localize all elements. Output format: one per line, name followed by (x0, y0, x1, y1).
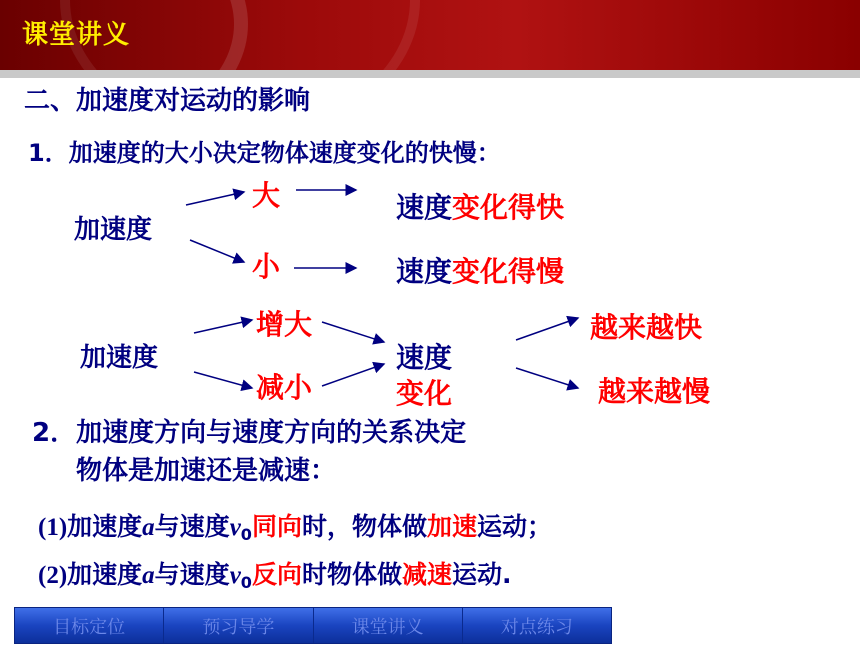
result-prefix: 速度 (396, 255, 453, 288)
item-text: 加速度 (67, 560, 143, 589)
item-number: (1) (38, 514, 68, 541)
result-prefix: 速度 (396, 191, 453, 224)
diagram1-upper-branch: 大 (252, 179, 281, 212)
item-emphasis: 反向 (251, 560, 302, 589)
diagram2-upper-result: 越来越快 (590, 311, 703, 344)
arrow (516, 368, 578, 388)
nav-item-goals[interactable]: 目标定位 (15, 608, 164, 643)
arrow (190, 240, 244, 262)
result-emphasis: 变化得快 (452, 191, 565, 224)
point2-heading-line1: 2．加速度方向与速度方向的关系决定 (32, 418, 467, 448)
arrow (194, 320, 252, 333)
variable-a: a (142, 562, 155, 589)
variable-subscript: 0 (240, 573, 252, 592)
diagram2-left-label: 加速度 (80, 343, 159, 373)
point1-heading: 1．加速度的大小决定物体速度变化的快慢： (28, 139, 501, 167)
point2-heading-line2: 物体是加速还是减速： (76, 456, 337, 486)
item-text: 时物体做 (301, 560, 402, 589)
item-text: 加速度 (67, 512, 143, 541)
item-text: 时，物体做 (301, 512, 427, 541)
diagram1-lower-branch: 小 (252, 250, 281, 283)
diagram1-left-label: 加速度 (74, 215, 153, 245)
nav-item-preview[interactable]: 预习导学 (164, 608, 313, 643)
item-emphasis: 减速 (401, 560, 452, 589)
diagram2-lower-result: 越来越慢 (598, 375, 711, 408)
diagram2-middle-line2: 变化 (396, 377, 453, 410)
arrow (194, 372, 252, 388)
diagram2-middle-line1: 速度 (396, 341, 453, 374)
point2-item2 (38, 555, 511, 592)
arrow (322, 364, 384, 386)
variable-v: v (229, 562, 241, 589)
diagram1-lower-result (396, 250, 564, 290)
nav-item-lecture[interactable]: 课堂讲义 (314, 608, 463, 643)
point2-item1 (38, 507, 552, 544)
arrow (516, 318, 578, 340)
item-text: 与速度 (154, 560, 230, 589)
result-emphasis: 变化得慢 (452, 255, 565, 288)
diagram2-upper-branch: 增大 (256, 308, 313, 341)
item-text: 运动； (476, 512, 552, 541)
section-title: 二、加速度对运动的影响 (24, 86, 311, 116)
item-number: (2) (38, 562, 68, 589)
item-emphasis: 加速 (426, 512, 477, 541)
variable-a: a (142, 514, 155, 541)
diagram2-lower-branch: 减小 (256, 371, 313, 404)
variable-v: v (229, 514, 241, 541)
diagram1-upper-result (396, 186, 564, 226)
item-text: 运动. (451, 560, 512, 589)
arrow (322, 322, 384, 342)
variable-subscript: 0 (240, 525, 252, 544)
header-title: 课堂讲义 (22, 20, 131, 50)
nav-item-practice[interactable]: 对点练习 (500, 616, 573, 638)
bottom-nav-bar (14, 607, 612, 644)
arrow (186, 192, 244, 205)
item-text: 与速度 (154, 512, 230, 541)
item-emphasis: 同向 (251, 512, 302, 541)
